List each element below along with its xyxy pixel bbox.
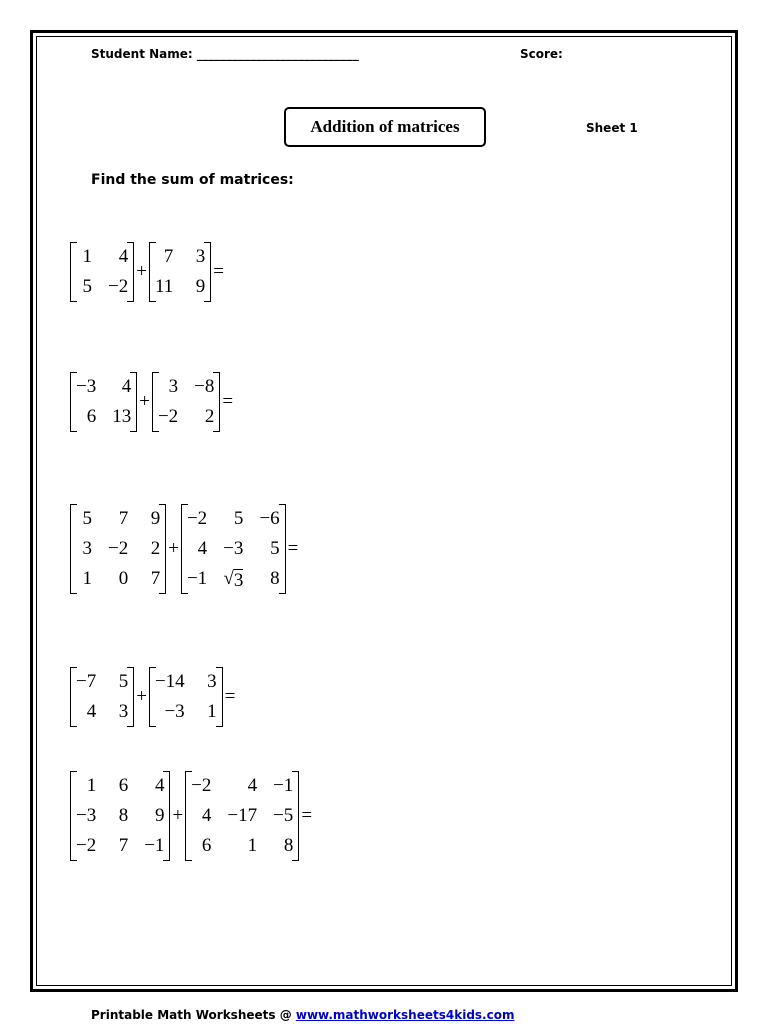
matrix-cell: −7 [76, 671, 97, 692]
matrix-cell: 5 [118, 671, 129, 692]
matrix-cell: 3 [207, 671, 217, 692]
equals-sign: = [222, 391, 234, 412]
matrix-cell: 4 [197, 538, 208, 559]
matrix-cell: 0 [118, 568, 129, 589]
matrix-cell: 1 [82, 246, 92, 267]
sheet-label: Sheet 1 [586, 121, 638, 135]
matrix-cell: 6 [201, 835, 212, 856]
matrix-cell: 4 [154, 775, 165, 796]
footer-prefix: Printable Math Worksheets @ [91, 1008, 296, 1022]
plus-sign: + [136, 686, 147, 707]
matrix-a [70, 669, 134, 725]
matrix-cell: 9 [195, 276, 206, 297]
matrix-cell: 3 [195, 246, 206, 267]
matrix-cell: 9 [150, 508, 161, 529]
matrix-cell: 3 [82, 538, 92, 559]
matrix-a [70, 374, 137, 430]
matrix-cell: −1 [273, 775, 294, 796]
student-name-label: Student Name: ___________________________ [91, 47, 359, 61]
matrix-cell: −1 [186, 568, 208, 589]
equals-sign: = [224, 686, 236, 707]
problem-2 [70, 374, 235, 430]
matrix-cell: 11 [154, 276, 174, 297]
matrix-cell: 7 [118, 835, 129, 856]
matrix-cell: 7 [150, 568, 161, 589]
problem-5 [70, 773, 314, 859]
plus-sign: + [172, 805, 184, 826]
problem-4 [70, 669, 237, 725]
matrix-cell: 3 [168, 376, 179, 397]
problem-3 [70, 506, 300, 592]
matrix-cell: −3 [76, 376, 97, 397]
matrix-cell: −2 [186, 508, 208, 529]
matrix-cell: 5 [82, 276, 92, 297]
footer [91, 1008, 514, 1022]
matrix-cell: 1 [82, 568, 92, 589]
matrix-cell: −3 [223, 538, 244, 559]
equals-sign: = [301, 805, 313, 826]
matrix-cell: 8 [283, 835, 294, 856]
matrix-cell: 5 [233, 508, 244, 529]
matrix-cell: 6 [86, 406, 97, 427]
matrix-b [149, 244, 211, 300]
matrix-b [152, 374, 220, 430]
footer-link[interactable]: www.mathworksheets4kids.com [295, 1008, 515, 1022]
plus-sign: + [139, 391, 150, 412]
square-root: √ 3 [223, 568, 244, 591]
matrix-cell: 1 [247, 835, 258, 856]
matrix-cell: −1 [144, 835, 165, 856]
matrix-cell: −2 [108, 538, 129, 559]
matrix-b [149, 669, 223, 725]
matrix-cell: 9 [154, 805, 165, 826]
matrix-cell: 4 [121, 376, 132, 397]
worksheet-title: Addition of matrices [284, 107, 486, 147]
matrix-cell: −2 [191, 775, 212, 796]
equals-sign: = [287, 538, 299, 559]
matrix-cell: 5 [270, 538, 280, 559]
matrix-cell: −2 [157, 406, 179, 427]
instructions: Find the sum of matrices: [91, 172, 294, 188]
matrix-cell: −2 [108, 276, 129, 297]
matrix-a [70, 773, 170, 859]
matrix-cell: 13 [112, 406, 132, 427]
matrix-cell: 1 [86, 775, 97, 796]
equals-sign: = [213, 261, 224, 282]
matrix-cell: 5 [82, 508, 92, 529]
matrix-b [185, 773, 299, 859]
matrix-cell: −6 [259, 508, 280, 529]
score-label: Score: [520, 47, 563, 61]
matrix-cell: 4 [247, 775, 258, 796]
matrix-a [70, 506, 166, 592]
matrix-cell: −3 [76, 805, 97, 826]
matrix-b [181, 506, 286, 592]
matrix-cell: −14 [154, 671, 185, 692]
problem-1 [70, 244, 226, 300]
matrix-cell [223, 566, 243, 592]
matrix-cell: −8 [194, 376, 215, 397]
matrix-cell: −3 [164, 701, 185, 722]
matrix-cell: 8 [118, 805, 129, 826]
matrix-cell: 2 [204, 406, 215, 427]
matrix-cell: 6 [118, 775, 129, 796]
matrix-cell: 1 [207, 701, 217, 722]
matrix-cell: 3 [118, 701, 129, 722]
matrix-cell: 4 [201, 805, 212, 826]
matrix-cell: 7 [118, 508, 129, 529]
matrix-cell: 2 [150, 538, 161, 559]
matrix-cell: 4 [118, 246, 129, 267]
matrix-cell: 8 [270, 568, 280, 589]
matrix-cell: −5 [273, 805, 294, 826]
matrix-cell: 7 [163, 246, 174, 267]
matrix-cell: 4 [86, 701, 97, 722]
plus-sign: + [168, 538, 179, 559]
matrix-a [70, 244, 134, 300]
matrix-cell: −2 [76, 835, 97, 856]
matrix-cell: −17 [227, 805, 258, 826]
plus-sign: + [136, 261, 147, 282]
